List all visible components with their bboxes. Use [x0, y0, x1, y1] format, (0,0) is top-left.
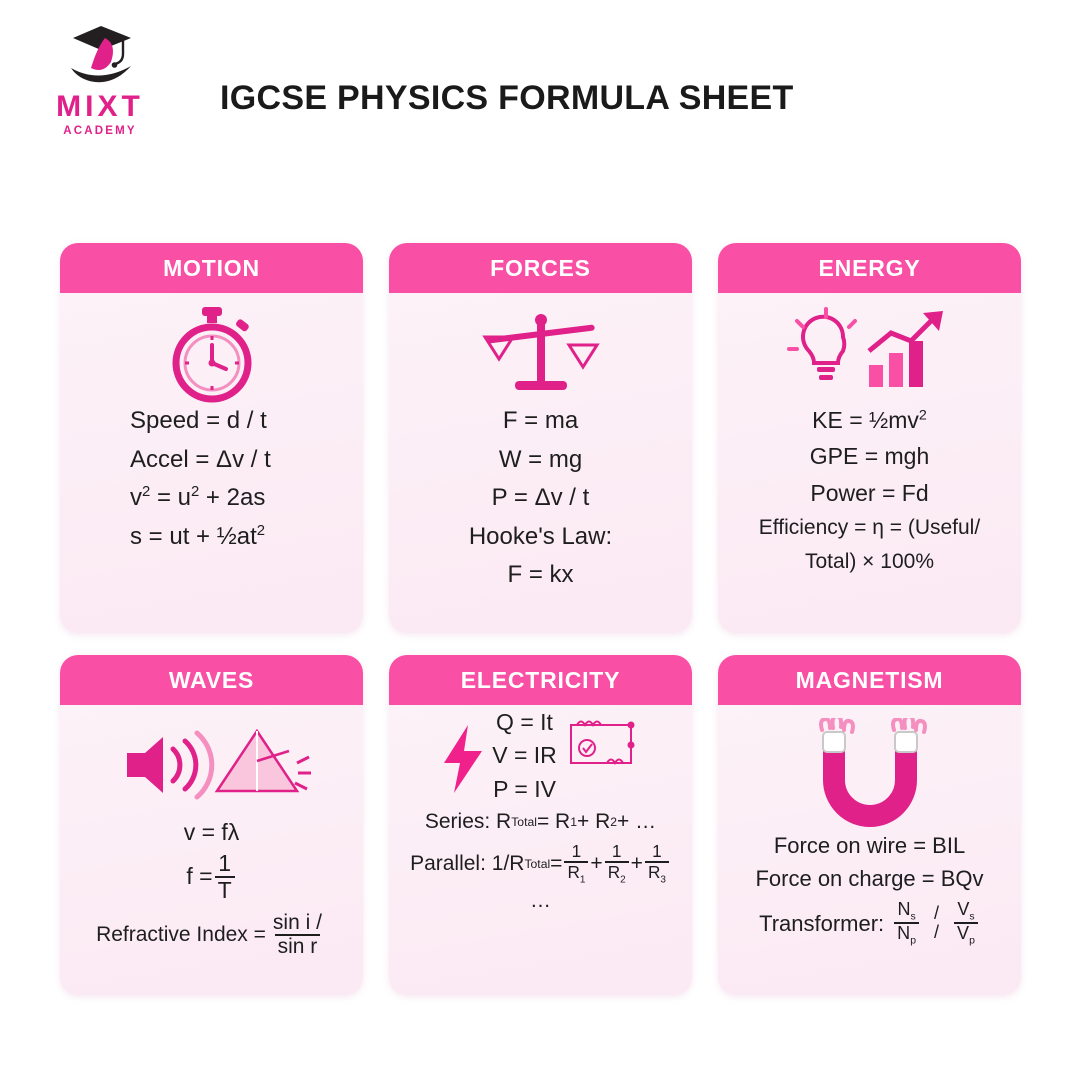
- card-body: [718, 705, 1021, 995]
- speaker-prism-icon: [70, 715, 353, 819]
- formula-continuation: …: [530, 889, 551, 913]
- formula-item: Refractive Index = $\frac{\text{sin i /}}{\text{sin r}}$: [96, 912, 327, 958]
- card-title: FORCES: [389, 243, 692, 293]
- formula-item: Transformer: $\frac{N_s}{N_p}$ / / $\frac{V_s}{V_p}$: [759, 900, 980, 947]
- formula-item: Total) × 100%: [805, 550, 934, 574]
- card-body: [389, 293, 692, 633]
- fraction: $\frac{N_s}{N_p}$: [894, 900, 919, 947]
- fraction: $\frac{\text{sin i /}}{\text{sin r}}$: [272, 910, 322, 958]
- brand-logo: [40, 18, 160, 146]
- brand-name: MIXT: [56, 90, 144, 123]
- brand-tagline: ACADEMY: [63, 125, 137, 137]
- formula-item: Series: R Total = R 1 + R 2 + …: [424, 810, 657, 834]
- formula-item: P = IV: [493, 775, 556, 802]
- formula-list-primary: [492, 709, 557, 802]
- card-magnetism: [718, 655, 1021, 995]
- lightning-bolt-icon: [440, 709, 486, 800]
- formula-list: [70, 819, 353, 958]
- card-body: [718, 293, 1021, 633]
- fraction: $\frac{V_s}{V_p}$: [954, 900, 978, 947]
- formula-item: GPE = mgh: [809, 443, 930, 470]
- stopwatch-icon: [70, 303, 353, 407]
- graduation-cap-leaf-logo-icon: [61, 18, 139, 90]
- lightbulb-growth-chart-icon: [728, 303, 1011, 407]
- horseshoe-magnet-icon: [728, 715, 1011, 833]
- formula-item: Power = Fd: [810, 479, 929, 506]
- formula-list-secondary: [399, 810, 682, 913]
- formula-item: Q = It: [496, 709, 553, 735]
- card-title: ELECTRICITY: [389, 655, 692, 705]
- fraction-slash: / /: [934, 903, 940, 943]
- card-waves: [60, 655, 363, 995]
- formula-list: [70, 407, 353, 550]
- formula-item: Parallel: 1/R Total = $\frac{1}{R_1}$ + $\frac{1}{R_2}$ + $\frac{1}{R_3}$: [410, 842, 671, 885]
- formula-item: s = ut + $\frac{1}{2}at^2$: [130, 522, 266, 550]
- fraction: $\frac{1}{R_1}$: [564, 842, 588, 885]
- formula-item: F = kx: [507, 561, 574, 589]
- page-title: IGCSE PHYSICS FORMULA SHEET: [220, 78, 794, 117]
- formula-list: [728, 833, 1011, 947]
- formula-item: V = IR: [492, 742, 557, 769]
- formula-item: v = fλ: [183, 819, 240, 845]
- fraction: $\frac{1}{R_2}$: [605, 842, 629, 885]
- formula-item: W = mg: [498, 445, 583, 473]
- formula-item: Hooke's Law:: [468, 522, 613, 550]
- card-motion: [60, 243, 363, 633]
- formula-item: $v^2 = u^2 + 2as$: [130, 484, 266, 512]
- card-body: [60, 293, 363, 633]
- card-title: ENERGY: [718, 243, 1021, 293]
- formula-item: Force on charge = BQv: [755, 866, 984, 892]
- fraction: $\frac{1}{R_3}$: [645, 842, 669, 885]
- card-energy: [718, 243, 1021, 633]
- formula-card-grid: [60, 243, 1022, 995]
- card-title: WAVES: [60, 655, 363, 705]
- formula-item: F = ma: [502, 407, 579, 434]
- card-electricity: [389, 655, 692, 995]
- formula-item: Force on wire = BIL: [773, 833, 966, 858]
- card-title: MAGNETISM: [718, 655, 1021, 705]
- balance-scale-icon: [399, 303, 682, 407]
- circuit-diagram-icon: [563, 709, 641, 778]
- formula-item: P = Δv / t: [491, 484, 590, 512]
- formula-list: [399, 407, 682, 589]
- formula-item: KE = $\frac{1}{2}mv^2$: [812, 407, 927, 433]
- card-title: MOTION: [60, 243, 363, 293]
- fraction: $\frac{1}{T}$: [215, 851, 235, 901]
- formula-item: Efficiency = η = (Useful/: [758, 516, 981, 540]
- card-body: [389, 705, 692, 995]
- card-body: [60, 705, 363, 995]
- card-forces: [389, 243, 692, 633]
- formula-item: Speed = d / t: [130, 407, 267, 434]
- formula-list: [728, 407, 1011, 575]
- header: [40, 18, 794, 146]
- formula-item: Accel = Δv / t: [130, 445, 271, 473]
- formula-item: f = $\frac{1}{T}$: [186, 851, 236, 901]
